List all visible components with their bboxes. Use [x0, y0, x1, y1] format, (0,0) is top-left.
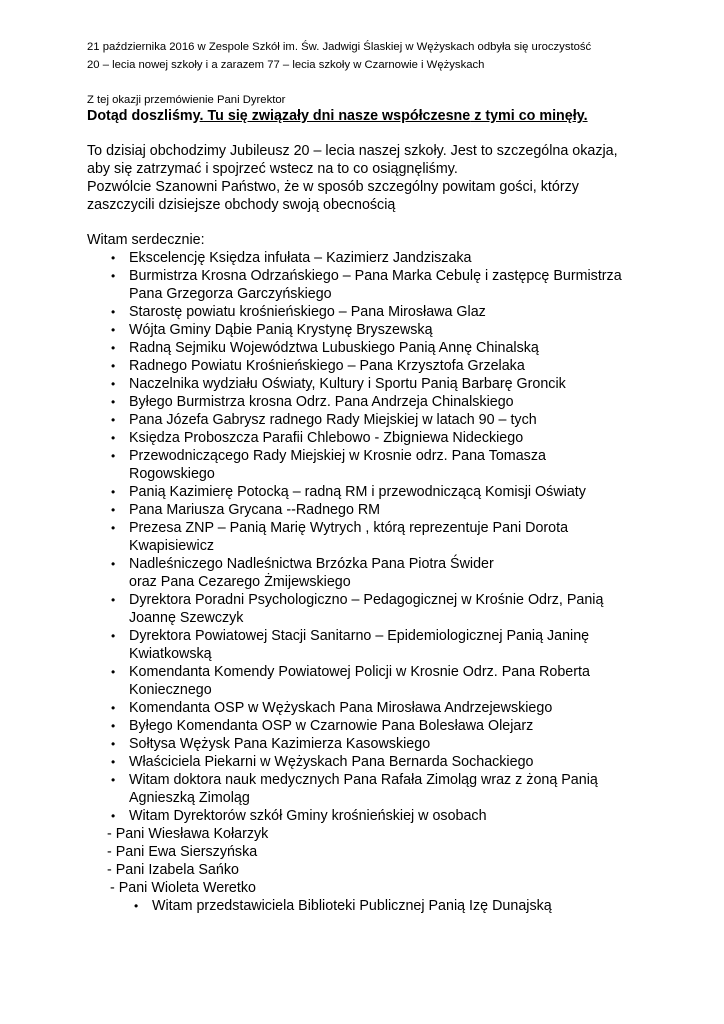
bullet-icon: • [111, 395, 116, 409]
bullet-icon: • [111, 431, 116, 445]
list-item [87, 501, 687, 519]
list-item [87, 897, 687, 915]
list-item-text: Nadleśniczego Nadleśnictwa Brzózka Pana Piotra Świder [129, 556, 494, 572]
paragraph-line: zaszczycili dzisiejsze obchody swoją obecnością [87, 197, 396, 213]
bullet-icon: • [111, 737, 116, 751]
list-item [87, 735, 687, 753]
list-item [87, 807, 687, 825]
bullet-icon: • [111, 755, 116, 769]
list-item [87, 303, 687, 321]
headline-part: z tymi co minęły. [470, 108, 588, 124]
intro-line: 20 – lecia nowej szkoły i a zarazem 77 – lecia szkoły w Czarnowie i Wężyskach [87, 59, 485, 71]
bullet-icon: • [111, 323, 116, 337]
bullet-icon: • [111, 413, 116, 427]
bullet-icon: • [111, 503, 116, 517]
bullet-icon: • [111, 629, 116, 643]
list-item-text-continued: Agnieszką Zimoląg [129, 790, 250, 806]
list-item [87, 555, 687, 591]
list-item-text: Wójta Gminy Dąbie Panią Krystynę Bryszewską [129, 322, 433, 338]
list-item [87, 753, 687, 771]
director-list [87, 825, 687, 897]
list-item [87, 699, 687, 717]
headline [87, 108, 687, 125]
bullet-icon: • [111, 251, 116, 265]
list-item-text: Właściciela Piekarni w Wężyskach Pana Bernarda Sochackiego [129, 754, 534, 770]
bullet-icon: • [111, 593, 116, 607]
list-item-text: Księdza Proboszcza Parafii Chlebowo - Zbigniewa Nideckiego [129, 430, 524, 446]
guest-list [87, 249, 687, 825]
bullet-icon: • [111, 701, 116, 715]
bullet-icon: • [111, 449, 116, 463]
paragraph-line: aby się zatrzymać i spojrzeć wstecz na to co osiągnęliśmy. [87, 161, 458, 177]
list-item-text: Komendanta OSP w Wężyskach Pana Mirosława Andrzejewskiego [129, 700, 553, 716]
list-item [87, 357, 687, 375]
bullet-icon: • [111, 809, 116, 823]
opening-paragraph [87, 142, 687, 214]
list-item-text: Burmistrza Krosna Odrzańskiego – Pana Marka Cebulę i zastępcę Burmistrza [129, 268, 622, 284]
list-item-text: Dyrektora Powiatowej Stacji Sanitarno – Epidemiologicznej Panią Janinę [129, 628, 590, 644]
list-item-text: Sołtysa Wężysk Pana Kazimierza Kasowskiego [129, 736, 431, 752]
list-item-text-continued: Koniecznego [129, 682, 212, 698]
list-item [87, 483, 687, 501]
list-item [87, 429, 687, 447]
list-item [87, 519, 687, 555]
list-item-text: Prezesa ZNP – Panią Marię Wytrych , którą reprezentuje Pani Dorota [129, 520, 569, 536]
paragraph-line: Pozwólcie Szanowni Państwo, że w sposób szczególny powitam gości, którzy [87, 179, 579, 195]
list-item-text: Ekscelencję Księdza infułata – Kazimierz Jandziszaka [129, 250, 472, 266]
bullet-icon: • [111, 305, 116, 319]
headline-part: Dotąd doszliśmy [87, 108, 200, 124]
list-item [87, 447, 687, 483]
bullet-icon: • [111, 773, 116, 787]
list-item-text: Witam przedstawiciela Biblioteki Publicznej Panią Izę Dunajską [152, 898, 552, 914]
list-item-text: Panią Kazimierę Potocką – radną RM i przewodniczącą Komisji Oświaty [129, 484, 586, 500]
list-item [87, 411, 687, 429]
greeting: Witam serdecznie: [87, 232, 205, 248]
list-item-text: Komendanta Komendy Powiatowej Policji w Krosnie Odrz. Pana Roberta [129, 664, 590, 680]
speech-label: Z tej okazji przemówienie Pani Dyrektor [87, 94, 286, 106]
list-item [87, 393, 687, 411]
intro-paragraph [87, 38, 687, 74]
bullet-icon: • [134, 899, 139, 913]
list-item [87, 663, 687, 699]
director-item: - Pani Izabela Sańko [107, 862, 239, 878]
headline-part: . [199, 108, 204, 124]
library-list [87, 897, 687, 915]
bullet-icon: • [111, 521, 116, 535]
list-item [87, 321, 687, 339]
list-item-text: Radnego Powiatu Krośnieńskiego – Pana Krzysztofa Grzelaka [129, 358, 525, 374]
list-item-text-continued: Joannę Szewczyk [129, 610, 244, 626]
list-item-text: Starostę powiatu krośnieńskiego – Pana Mirosława Glaz [129, 304, 486, 320]
director-item: - Pani Wioleta Weretko [110, 880, 256, 896]
director-item: - Pani Ewa Sierszyńska [107, 844, 258, 860]
headline-part: Tu się związały dni nasze współczesne [203, 108, 471, 124]
bullet-icon: • [111, 269, 116, 283]
list-item-text: Naczelnika wydziału Oświaty, Kultury i Sportu Panią Barbarę Groncik [129, 376, 566, 392]
bullet-icon: • [111, 485, 116, 499]
list-item [87, 249, 687, 267]
list-item [87, 591, 687, 627]
bullet-icon: • [111, 557, 116, 571]
list-item-text-continued: Kwiatkowską [129, 646, 212, 662]
paragraph-line: To dzisiaj obchodzimy Jubileusz 20 – lecia naszej szkoły. Jest to szczególna okazja, [87, 143, 618, 159]
list-item [87, 627, 687, 663]
bullet-icon: • [111, 359, 116, 373]
list-item-text: Byłego Burmistrza krosna Odrz. Pana Andrzeja Chinalskiego [129, 394, 514, 410]
list-item [87, 375, 687, 393]
list-item-text: Byłego Komendanta OSP w Czarnowie Pana Bolesława Olejarz [129, 718, 534, 734]
list-item-text: Pana Józefa Gabrysz radnego Rady Miejskiej w latach 90 – tych [129, 412, 537, 428]
document-page [87, 38, 687, 915]
bullet-icon: • [111, 665, 116, 679]
list-item-text-continued: oraz Pana Cezarego Żmijewskiego [129, 574, 351, 590]
list-item-text-continued: Rogowskiego [129, 466, 215, 482]
list-item-text: Witam doktora nauk medycznych Pana Rafała Zimoląg wraz z żoną Panią [129, 772, 598, 788]
list-item-text: Witam Dyrektorów szkół Gminy krośnieńskiej w osobach [129, 808, 487, 824]
list-item [87, 717, 687, 735]
list-item-text: Przewodniczącego Rady Miejskiej w Krosnie odrz. Pana Tomasza [129, 448, 546, 464]
director-item: - Pani Wiesława Kołarzyk [107, 826, 269, 842]
bullet-icon: • [111, 377, 116, 391]
intro-line: 21 października 2016 w Zespole Szkół im. Św. Jadwigi Ślaskiej w Wężyskach odbyła się uroczystość [87, 41, 592, 53]
list-item-text-continued: Pana Grzegorza Garczyńskiego [129, 286, 332, 302]
list-item [87, 267, 687, 303]
bullet-icon: • [111, 341, 116, 355]
list-item-text: Dyrektora Poradni Psychologiczno – Pedagogicznej w Krośnie Odrz, Panią [129, 592, 604, 608]
list-item [87, 771, 687, 807]
list-item-text-continued: Kwapisiewicz [129, 538, 215, 554]
bullet-icon: • [111, 719, 116, 733]
list-item-text: Radną Sejmiku Województwa Lubuskiego Panią Annę Chinalską [129, 340, 539, 356]
list-item-text: Pana Mariusza Grycana --Radnego RM [129, 502, 381, 518]
list-item [87, 339, 687, 357]
